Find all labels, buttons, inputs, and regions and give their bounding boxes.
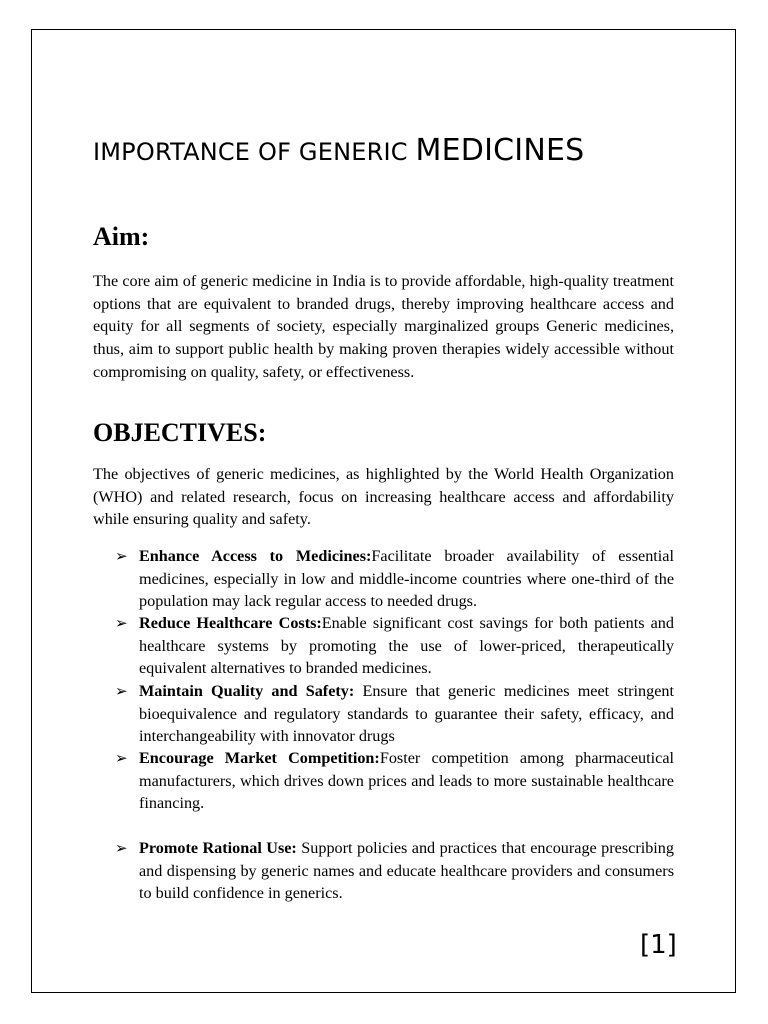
list-item-body: Enable significant cost savings for both patients and healthcare systems by promoting the use of lower-priced, therapeutically equivalent alternatives to branded medicines. <box>139 614 674 678</box>
arrow-bullet-icon: ➢ <box>115 682 128 700</box>
list-item <box>93 545 674 613</box>
list-item <box>93 612 674 680</box>
list-item-label: Enhance Access to Medicines: <box>139 547 372 565</box>
list-item-text <box>139 545 674 613</box>
page-title <box>93 133 693 168</box>
arrow-bullet-icon: ➢ <box>115 547 128 565</box>
objectives-heading: OBJECTIVES: <box>93 418 267 447</box>
title-part-2: MEDICINES <box>415 133 585 168</box>
aim-heading: Aim: <box>93 222 150 251</box>
arrow-bullet-icon: ➢ <box>115 839 128 857</box>
list-item-label: Encourage Market Competition: <box>139 749 380 767</box>
list-item-text <box>139 680 674 748</box>
aim-paragraph: The core aim of generic medicine in India is to provide affordable, high-quality treatment options that are equivalent to branded drugs, thereby improving healthcare access and equity for all segments of society, especially marginalized groups Generic medicines, thus, aim to support public health by making proven therapies widely accessible without compromising on quality, safety, or effectiveness. <box>93 272 674 381</box>
list-item-text <box>139 747 674 815</box>
list-item <box>93 680 674 748</box>
list-item-text <box>139 612 674 680</box>
arrow-bullet-icon: ➢ <box>115 749 128 767</box>
list-item-text <box>139 837 674 905</box>
list-item-label: Maintain Quality and Safety: <box>139 682 355 700</box>
objectives-paragraph: The objectives of generic medicines, as highlighted by the World Health Organization (WHO) and related research, focus on increasing healthcare access and affordability while ensuring quality and safety. <box>93 465 674 529</box>
title-part-1: IMPORTANCE OF GENERIC <box>93 138 416 166</box>
list-item <box>93 837 674 905</box>
list-item <box>93 747 674 815</box>
list-item-body: Support policies and practices that encourage prescribing and dispensing by generic names and educate healthcare providers and consumers to build confidence in generics. <box>139 839 674 903</box>
list-item-label: Promote Rational Use: <box>139 839 297 857</box>
list-item-body: Facilitate broader availability of essential medicines, especially in low and middle-income countries where one-third of the population may lack regular access to needed drugs. <box>139 547 674 611</box>
list-item-body: Foster competition among pharmaceutical manufacturers, which drives down prices and leads to more sustainable healthcare financing. <box>139 749 674 813</box>
arrow-bullet-icon: ➢ <box>115 614 128 632</box>
page-number: [1] <box>640 930 677 960</box>
list-item-body: Ensure that generic medicines meet stringent bioequivalence and regulatory standards to guarantee their safety, efficacy, and interchangeability with innovator drugs <box>139 682 674 746</box>
list-item-label: Reduce Healthcare Costs: <box>139 614 322 632</box>
